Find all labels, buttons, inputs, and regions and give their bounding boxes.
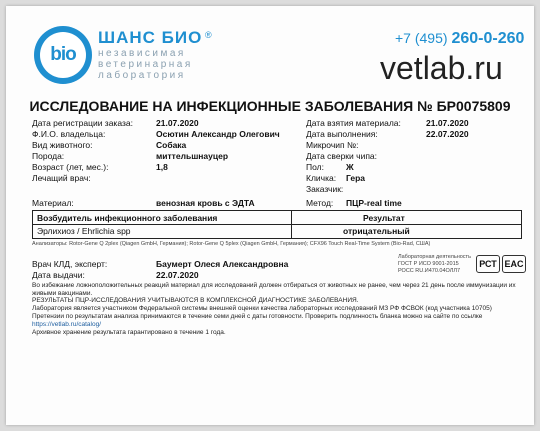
method-label: Метод: [306,198,334,208]
field-label-owner: Ф.И.О. владельца: [32,129,106,139]
field-label-doctor: Лечащий врач: [32,173,91,183]
cert-line-3: РОСС RU.И470.04ОЛЛ7 [398,268,461,274]
field-value-species: Собака [156,140,187,150]
phone-number: 260-0-260 [451,30,525,47]
field-label-completion-date: Дата выполнения: [306,129,378,139]
material-value: венозная кровь с ЭДТА [156,198,255,208]
note-pcr-results: РЕЗУЛЬТАТЫ ПЦР-ИССЛЕДОВАНИЯ УЧИТЫВАЮТСЯ В КОМПЛЕКСНОЙ ДИАГНОСТИКЕ ЗАБОЛЕВАНИЯ. [32,297,359,304]
field-label-customer: Заказчик: [306,184,344,194]
field-label-breed: Порода: [32,151,65,161]
tagline-line-2: ветеринарная [98,59,193,70]
note-claims: Претензии по результатам анализа принимаются в течение семи дней с даты готовности. Проверить подлинность бланка можно на сайте по ссылке [32,313,483,320]
table-row-pathogen: Эрлихиоз / Ehrlichia spp [37,226,131,236]
field-value-sampling-date: 21.07.2020 [426,118,469,128]
issue-date-label: Дата выдачи: [32,270,85,280]
field-label-registration-date: Дата регистрации заказа: [32,118,133,128]
tagline-line-3: лаборатория [98,70,186,81]
logo-text: bio [40,32,86,78]
header-result: Результат [363,213,405,223]
field-value-owner: Осютин Александр Олегович [156,129,280,139]
page-title: ИССЛЕДОВАНИЕ НА ИНФЕКЦИОННЫЕ ЗАБОЛЕВАНИЯ № БР0075809 [29,98,511,114]
table-row-result: отрицательный [343,226,410,236]
method-value: ПЦР-real time [346,198,402,208]
issue-date-value: 22.07.2020 [156,270,199,280]
brand-name: ШАНС БИО [98,28,203,47]
note-vaccination: Во избежание ложноположительных реакций материал для исследований должен отбираться от животных не ранее, чем через 21 день после иммунизации их живыми вакцинами. [32,282,516,297]
doctor-value: Баумерт Олеся Александровна [156,259,289,269]
result-sheet [6,6,534,425]
field-label-species: Вид животного: [32,140,93,150]
results-table [32,210,522,239]
field-label-chip-check-date: Дата сверки чипа: [306,151,378,161]
field-label-pet-name: Кличка: [306,173,337,183]
cert-line-2: ГОСТ Р ИСО 9001-2015 [398,261,459,267]
field-label-microchip: Микрочип №: [306,140,359,150]
rst-mark: РСТ [476,255,500,273]
catalog-link[interactable]: https://vetlab.ru/catalog/ [32,321,102,328]
material-label: Материал: [32,198,74,208]
field-value-completion-date: 22.07.2020 [426,129,469,139]
field-label-sampling-date: Дата взятия материала: [306,118,401,128]
note-archive: Архивное хранение результата гарантировано в течение 1 года. [32,329,226,336]
table-divider [291,211,292,238]
analyzers-note: Анализаторы: Rotor-Gene Q 2plex (Qiagen GmbH, Германия); Rotor-Gene Q 5plex (Qiagen GmbH, Германия); CFX96 Touch Real-Time System (Bio-Rad, США) [32,241,431,247]
field-value-sex: Ж [346,162,354,172]
logo [34,26,92,84]
field-label-sex: Пол: [306,162,324,172]
field-value-breed: миттельшнауцер [156,151,229,161]
field-label-age: Возраст (лет, мес.): [32,162,109,172]
phone-prefix: +7 (495) [395,30,448,46]
website: vetlab.ru [380,50,503,86]
note-quality-system: Лаборатория является участником Федеральной системы внешней оценки качества лабораторных исследований МЗ РФ ФСВОК (код участника 10705) [32,305,492,312]
cert-line-1: Лабораторная деятельность [398,254,471,260]
tagline-line-1: независимая [98,48,186,59]
field-value-pet-name: Гера [346,173,366,183]
registered-mark: ® [205,30,212,40]
phone [395,30,524,48]
header-pathogen: Возбудитель инфекционного заболевания [37,213,218,223]
field-value-registration-date: 21.07.2020 [156,118,199,128]
eac-mark: EAC [502,255,526,273]
doctor-label: Врач КЛД, эксперт: [32,259,108,269]
field-value-age: 1,8 [156,162,168,172]
